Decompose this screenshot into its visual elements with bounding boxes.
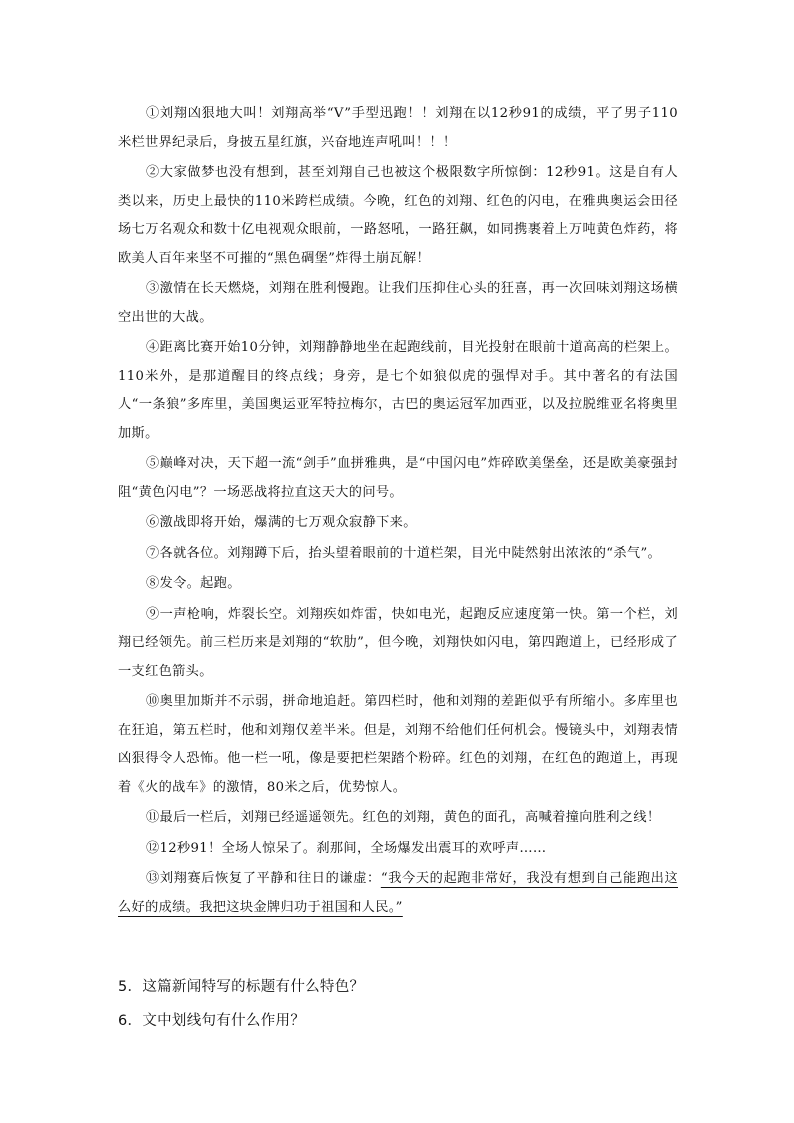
paragraph-11: ⑪最后一栏后，刘翔已经遥遥领先。红色的刘翔，黄色的面孔，高喊着撞向胜利之线！	[146, 810, 661, 825]
paragraph-1: ①刘翔凶狠地大叫！刘翔高举“V”手型迅跑！！刘翔在以12秒91的成绩，平了男子110米栏世界纪录后，身披五星红旗，兴奋地连声吼叫！！！	[118, 106, 678, 150]
paragraph-13	[118, 865, 678, 922]
paragraph-6: ⑥激战即将开始，爆满的七万观众寂静下来。	[146, 515, 417, 530]
paragraph-3: ③激情在长天燃烧，刘翔在胜利慢跑。让我们压抑住心头的狂喜，再一次回味刘翔这场横空出世的大战。	[118, 281, 678, 325]
paragraph-13-lead: ⑬刘翔赛后恢复了平静和往日的谦虚：	[146, 871, 381, 886]
question-6: 6．文中划线句有什么作用？	[118, 1013, 306, 1029]
article-body	[118, 100, 678, 922]
paragraph-12: ⑫12秒91！全场人惊呆了。刹那间，全场爆发出震耳的欢呼声……	[146, 840, 547, 856]
underlined-sentence: “我今天的起跑非常好，我没有想到自己能跑出这么好的成绩。我把这块金牌归功于祖国和人民。”	[118, 871, 678, 915]
paragraph-5: ⑤巅峰对决，天下超一流“剑手”血拼雅典，是“中国闪电”炸碎欧美堡垒，还是欧美豪强封阻“黄色闪电”？一场恶战将拉直这天大的问号。	[118, 456, 678, 500]
paragraph-2: ②大家做梦也没有想到，甚至刘翔自己也被这个极限数字所惊倒：12秒91。这是自有人类以来，历史上最快的110米跨栏成绩。今晚，红色的刘翔、红色的闪电，在雅典奥运会田径场七万名观众和数十亿电视观众眼前，一路怒吼，一路狂飙，如同携裹着上万吨黄色炸药，将欧美人百年来坚不可摧的“黑色碉堡”炸得土崩瓦解！	[118, 165, 678, 266]
question-5: 5．这篇新闻特写的标题有什么特色？	[118, 979, 365, 995]
paragraph-8: ⑧发令。起跑。	[146, 576, 241, 591]
question-list	[118, 970, 698, 1038]
paragraph-9: ⑨一声枪响，炸裂长空。刘翔疾如炸雷，快如电光，起跑反应速度第一快。第一个栏，刘翔已经领先。前三栏历来是刘翔的“软肋”，但今晚，刘翔快如闪电，第四跑道上，已经形成了一支红色箭头。	[118, 606, 678, 679]
paragraph-10: ⑩奥里加斯并不示弱，拼命地追赶。第四栏时，他和刘翔的差距似乎有所缩小。多库里也在狂追，第五栏时，他和刘翔仅差半米。但是，刘翔不给他们任何机会。慢镜头中，刘翔表情凶狠得令人恐怖。他一栏一吼，像是要把栏架踏个粉碎。红色的刘翔，在红色的跑道上，再现着《火的战车》的激情，80米之后，优势惊人。	[118, 694, 678, 795]
paragraph-4: ④距离比赛开始10分钟，刘翔静静地坐在起跑线前，目光投射在眼前十道高高的栏架上。110米外，是那道醒目的终点线；身旁，是七个如狼似虎的强悍对手。其中著名的有法国人“一条狼”多库里，美国奥运亚军特拉梅尔，古巴的奥运冠军加西亚，以及拉脱维亚名将奥里加斯。	[118, 340, 678, 441]
paragraph-7: ⑦各就各位。刘翔蹲下后，抬头望着眼前的十道栏架，目光中陡然射出浓浓的“杀气”。	[146, 545, 662, 561]
